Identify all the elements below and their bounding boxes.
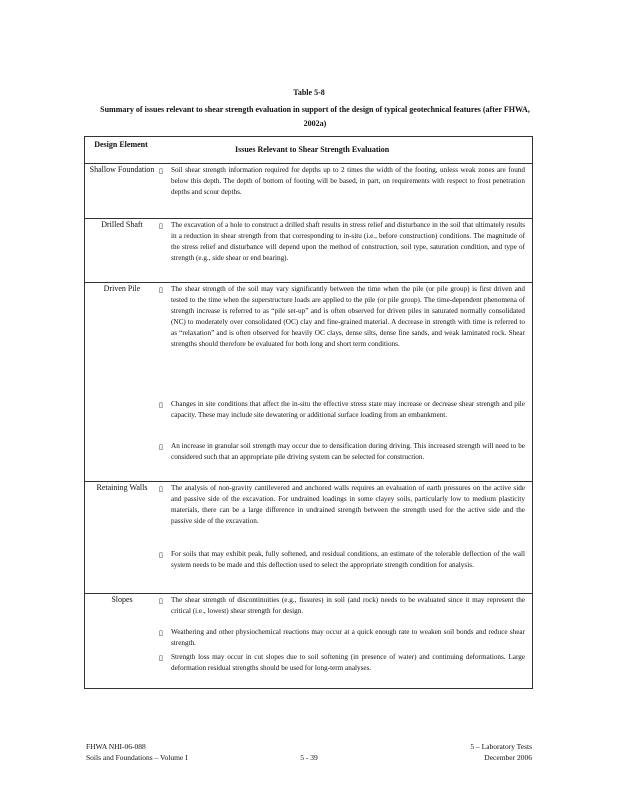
footer-page-number: 5 - 39 [300,753,318,762]
bullet-marker: ▯ [159,286,163,294]
table-number: Table 5-8 [293,88,325,97]
table-row-shallow-foundation [85,163,532,219]
issue-text: The analysis of non-gravity cantilevered and anchored walls requires an evaluation of earth pressures on the active side and passive side of the excavation. For undrained loadings in some clayey soils, particularly low to medium plasticity materials, there can be a large difference in undrained strength between the strength used for the active side and the passive side of the excavation. [171,484,525,525]
issue-text: Strength loss may occur in cut slopes due to soil softening (in presence of water) and continuing deformations. Large deformation residual strengths should be used for long-term analyses. [171,653,525,672]
table-header [85,137,532,164]
summary-table [84,136,533,689]
issue-text: For soils that may exhibit peak, fully softened, and residual conditions, an estimate of the tolerable deflection of the wall system needs to be made and this deflection used to select the appropriate strength condition for analysis. [171,550,525,569]
bullet-marker: ▯ [159,654,163,662]
bullet-marker: ▯ [159,551,163,559]
design-element-label: Driven Pile [103,284,141,293]
table-row-driven-pile [85,282,532,482]
footer-doc-id: FHWA NHI-06-088 [86,742,146,751]
bullet-marker: ▯ [159,167,163,175]
issue-text: Changes in site conditions that affect the in-situ the effective stress state may increase or decrease shear strength and pile capacity. These may include site dewatering or additional surface loading from an embankment. [171,400,525,419]
bullet-marker: ▯ [159,629,163,637]
bullet-marker: ▯ [159,401,163,409]
table-row-slopes [85,593,532,689]
design-element-label: Slopes [111,595,133,604]
footer-date: December 2006 [484,753,532,762]
design-element-label: Drilled Shaft [101,220,143,229]
issue-text: The excavation of a hole to construct a drilled shaft results in stress relief and disturbance in the soil that ultimately results in a reduction in shear strength from that corresponding to in-situ (i.e., before construction) conditions. The magnitude of the stress relief and disturbance will depend upon the method of construction, soil type, saturation condition, and type of strength (e.g., side shear or end bearing). [171,221,525,262]
footer-chapter: 5 – Laboratory Tests [470,742,532,751]
issue-text: The shear strength of discontinuities (e.g., fissures) in soil (and rock) needs to be evaluated since it may represent the critical (i.e., lowest) shear strength for design. [171,596,525,615]
issue-text: The shear strength of the soil may vary significantly between the time when the pile (or pile group) is first driven and tested to the time when the superstructure loads are applied to the pile (or pile group). The time-dependent phenomena of strength increase is referred to as “pile set-up” and is often observed for driven piles in saturated normally consolidated (NC) to moderately over consolidated (OC) clay and fine-grained material. A decrease in strength with time is referred to as “relaxation” and is often observed for heavily OC clays, dense silts, dense fine sands, and weak laminated rock. Shear strengths should therefore be evaluated for both long and short term conditions. [171,285,525,348]
footer-doc-title: Soils and Foundations – Volume I [86,753,188,762]
design-element-label: Shallow Foundation [89,165,155,174]
header-design-element: Design Element [94,140,148,149]
bullet-marker: ▯ [159,222,163,230]
design-element-label: Retaining Walls [96,483,148,492]
issue-text: An increase in granular soil strength may occur due to densification during driving. This increased strength will need to be considered such that an appropriate pile driving system can be selected for construction. [171,442,525,461]
bullet-marker: ▯ [159,443,163,451]
bullet-marker: ▯ [159,597,163,605]
table-row-drilled-shaft [85,218,532,283]
table-caption: Summary of issues relevant to shear strength evaluation in support of the design of typical geotechnical features (after FHWA, 2002a) [100,105,530,128]
table-row-retaining-walls [85,481,532,594]
header-issues: Issues Relevant to Shear Strength Evaluation [235,145,390,154]
bullet-marker: ▯ [159,485,163,493]
issue-text: Weathering and other physiochemical reactions may occur at a quick enough rate to weaken soil bonds and reduce shear strength. [171,628,525,647]
issue-text: Soil shear strength information required for depths up to 2 times the width of the footing, unless weak zones are found below this depth. The depth of bottom of footing will be based, in part, on requirements with respect to frost penetration depths and scour depths. [171,166,525,196]
